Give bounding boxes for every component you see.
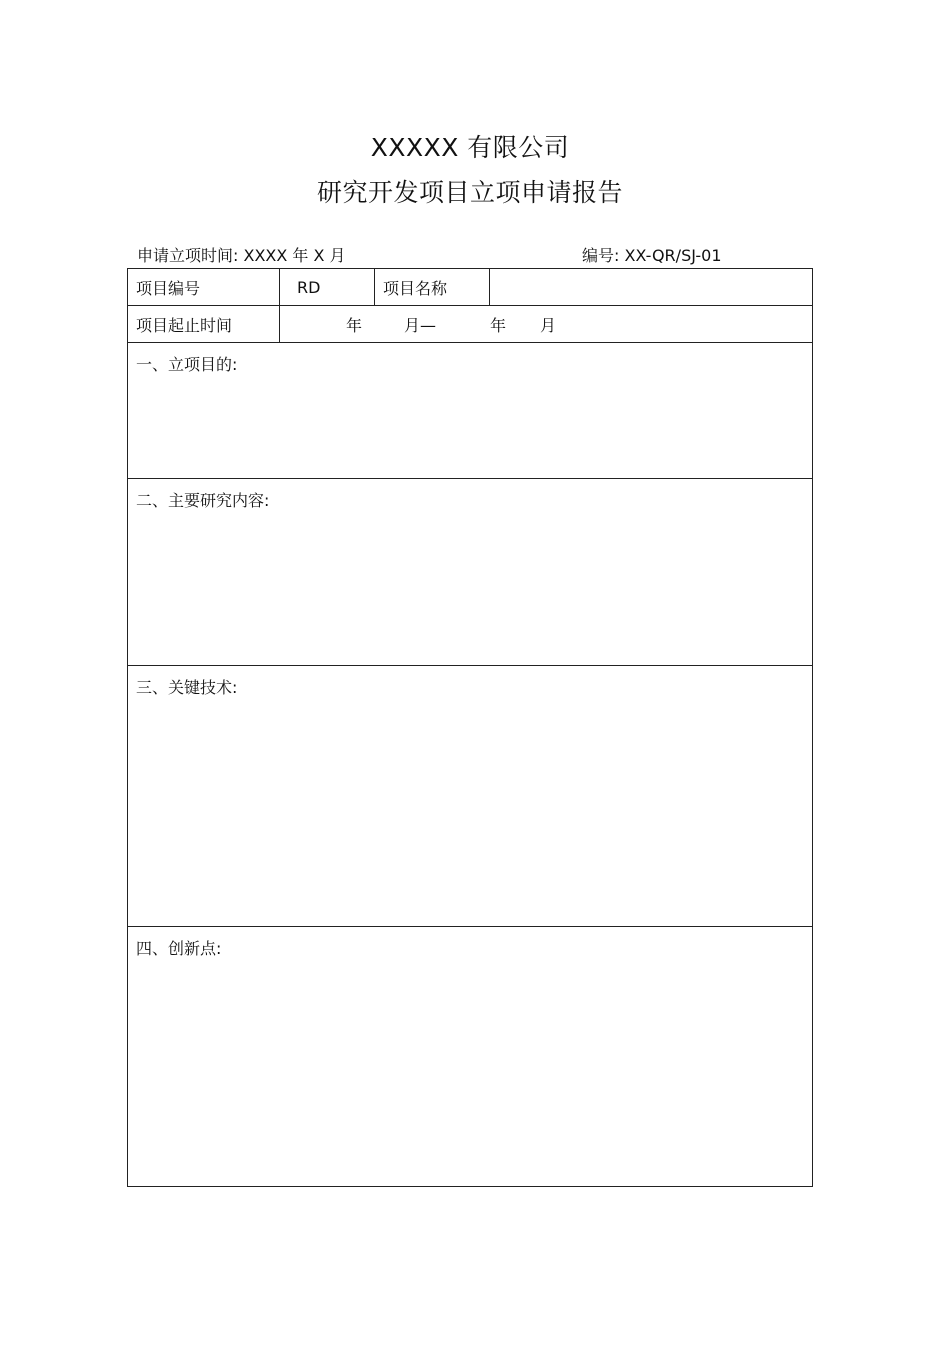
table-row-section-innovation bbox=[128, 927, 813, 1187]
project-name-label: 项目名称 bbox=[375, 269, 490, 306]
period-start-year: 年 bbox=[346, 315, 363, 335]
apply-time: 申请立项时间: XXXX 年 X 月 bbox=[137, 246, 346, 265]
section-research-content[interactable] bbox=[128, 479, 813, 666]
application-form-table bbox=[127, 268, 813, 1187]
serial-number: 编号: XX-QR/SJ-01 bbox=[582, 246, 722, 265]
section-key-technology[interactable] bbox=[128, 666, 813, 927]
table-row-section-content bbox=[128, 479, 813, 666]
section-innovation-label: 四、创新点: bbox=[136, 939, 222, 958]
project-period-field[interactable] bbox=[280, 306, 813, 343]
period-end-month: 月 bbox=[540, 315, 557, 335]
section-purpose-label: 一、立项目的: bbox=[136, 355, 238, 374]
period-text bbox=[288, 313, 556, 336]
section-purpose[interactable] bbox=[128, 343, 813, 479]
section-key-technology-label: 三、关键技术: bbox=[136, 678, 238, 697]
table-row-section-purpose bbox=[128, 343, 813, 479]
section-innovation[interactable] bbox=[128, 927, 813, 1187]
period-end-year: 年 bbox=[490, 315, 507, 335]
project-number-field[interactable]: RD bbox=[280, 269, 375, 306]
section-research-content-label: 二、主要研究内容: bbox=[136, 491, 270, 510]
report-title: 研究开发项目立项申请报告 bbox=[316, 178, 623, 207]
project-number-label: 项目编号 bbox=[128, 269, 280, 306]
table-row-project-period bbox=[128, 306, 813, 343]
table-row-project-info bbox=[128, 269, 813, 306]
table-row-section-tech bbox=[128, 666, 813, 927]
company-title: XXXXX 有限公司 bbox=[370, 133, 570, 162]
project-period-label: 项目起止时间 bbox=[128, 306, 280, 343]
project-name-field[interactable] bbox=[490, 269, 813, 306]
period-start-month: 月— bbox=[404, 315, 437, 335]
